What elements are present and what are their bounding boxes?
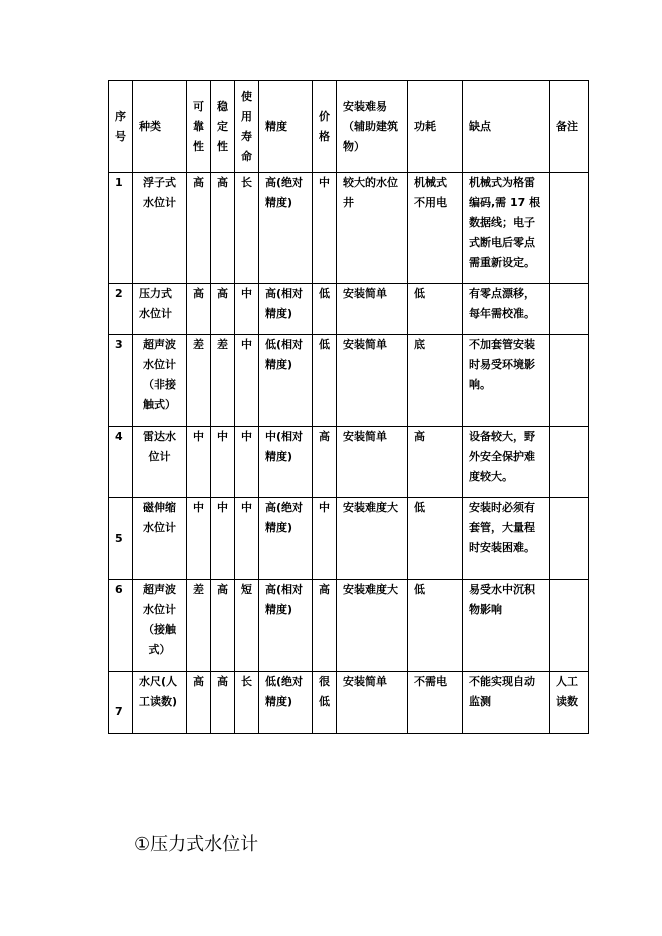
header-index: 序号 [109, 81, 133, 173]
header-precision: 精度 [259, 81, 313, 173]
cell-reliability: 中 [187, 498, 211, 580]
cell-price: 高 [313, 580, 337, 672]
cell-reliability: 差 [187, 580, 211, 672]
cell-note [550, 498, 589, 580]
cell-index: 4 [109, 427, 133, 498]
cell-precision: 低(绝对精度) [259, 672, 313, 734]
cell-index: 3 [109, 335, 133, 427]
water-level-gauge-comparison-table [108, 80, 589, 734]
header-type: 种类 [133, 81, 187, 173]
cell-install: 安装难度大 [337, 498, 408, 580]
cell-drawback: 不能实现自动监测 [463, 672, 550, 734]
cell-install: 安装简单 [337, 335, 408, 427]
cell-drawback: 机械式为格雷编码,需 17 根数据线；电子式断电后零点需重新设定。 [463, 173, 550, 284]
table-row [109, 173, 589, 284]
header-power: 功耗 [408, 81, 463, 173]
cell-index: 6 [109, 580, 133, 672]
cell-install: 安装简单 [337, 427, 408, 498]
cell-price: 低 [313, 335, 337, 427]
table-row [109, 580, 589, 672]
cell-lifespan: 中 [235, 284, 259, 335]
cell-power: 低 [408, 284, 463, 335]
cell-precision: 高(相对精度) [259, 580, 313, 672]
table-row [109, 427, 589, 498]
cell-reliability: 差 [187, 335, 211, 427]
cell-stability: 高 [211, 580, 235, 672]
cell-index: 2 [109, 284, 133, 335]
table-header-row [109, 81, 589, 173]
cell-price: 很低 [313, 672, 337, 734]
header-stability: 稳定性 [211, 81, 235, 173]
cell-type: 磁伸缩水位计 [133, 498, 187, 580]
table-row [109, 284, 589, 335]
cell-reliability: 高 [187, 173, 211, 284]
cell-stability: 中 [211, 498, 235, 580]
cell-power: 机械式不用电 [408, 173, 463, 284]
cell-note [550, 335, 589, 427]
header-lifespan: 使用寿命 [235, 81, 259, 173]
header-price: 价格 [313, 81, 337, 173]
cell-type: 水尺(人工读数) [133, 672, 187, 734]
cell-note [550, 173, 589, 284]
cell-price: 中 [313, 173, 337, 284]
table-row [109, 335, 589, 427]
cell-drawback: 不加套管安装时易受环境影响。 [463, 335, 550, 427]
cell-power: 高 [408, 427, 463, 498]
cell-precision: 低(相对精度) [259, 335, 313, 427]
cell-drawback: 安装时必须有套管，大量程时安装困难。 [463, 498, 550, 580]
cell-power: 不需电 [408, 672, 463, 734]
cell-drawback: 有零点漂移，每年需校准。 [463, 284, 550, 335]
cell-stability: 差 [211, 335, 235, 427]
cell-price: 中 [313, 498, 337, 580]
cell-precision: 高(绝对精度) [259, 173, 313, 284]
header-reliability: 可靠性 [187, 81, 211, 173]
cell-install: 安装简单 [337, 284, 408, 335]
cell-stability: 中 [211, 427, 235, 498]
cell-lifespan: 中 [235, 498, 259, 580]
cell-lifespan: 中 [235, 335, 259, 427]
cell-price: 高 [313, 427, 337, 498]
cell-lifespan: 长 [235, 173, 259, 284]
cell-note [550, 284, 589, 335]
cell-index: 5 [109, 498, 133, 580]
cell-type: 压力式水位计 [133, 284, 187, 335]
cell-precision: 高(相对精度) [259, 284, 313, 335]
cell-drawback: 易受水中沉积物影响 [463, 580, 550, 672]
cell-install: 安装难度大 [337, 580, 408, 672]
table-row [109, 672, 589, 734]
cell-install: 安装简单 [337, 672, 408, 734]
cell-power: 低 [408, 498, 463, 580]
table-row [109, 498, 589, 580]
cell-lifespan: 中 [235, 427, 259, 498]
cell-stability: 高 [211, 672, 235, 734]
cell-power: 底 [408, 335, 463, 427]
cell-precision: 高(绝对精度) [259, 498, 313, 580]
cell-type: 超声波水位计（接触式） [133, 580, 187, 672]
cell-type: 超声波水位计（非接触式） [133, 335, 187, 427]
cell-index: 1 [109, 173, 133, 284]
cell-index: 7 [109, 672, 133, 734]
cell-note [550, 427, 589, 498]
cell-reliability: 高 [187, 672, 211, 734]
header-drawback: 缺点 [463, 81, 550, 173]
cell-lifespan: 长 [235, 672, 259, 734]
cell-drawback: 设备较大，野外安全保护难度较大。 [463, 427, 550, 498]
cell-note: 人工读数 [550, 672, 589, 734]
cell-lifespan: 短 [235, 580, 259, 672]
cell-stability: 高 [211, 284, 235, 335]
cell-type: 雷达水位计 [133, 427, 187, 498]
section-heading: ①压力式水位计 [134, 834, 259, 855]
cell-note [550, 580, 589, 672]
header-install: 安装难易（辅助建筑物） [337, 81, 408, 173]
header-note: 备注 [550, 81, 589, 173]
cell-power: 低 [408, 580, 463, 672]
cell-install: 较大的水位井 [337, 173, 408, 284]
cell-price: 低 [313, 284, 337, 335]
cell-reliability: 中 [187, 427, 211, 498]
cell-type: 浮子式水位计 [133, 173, 187, 284]
cell-stability: 高 [211, 173, 235, 284]
cell-reliability: 高 [187, 284, 211, 335]
cell-precision: 中(相对精度) [259, 427, 313, 498]
